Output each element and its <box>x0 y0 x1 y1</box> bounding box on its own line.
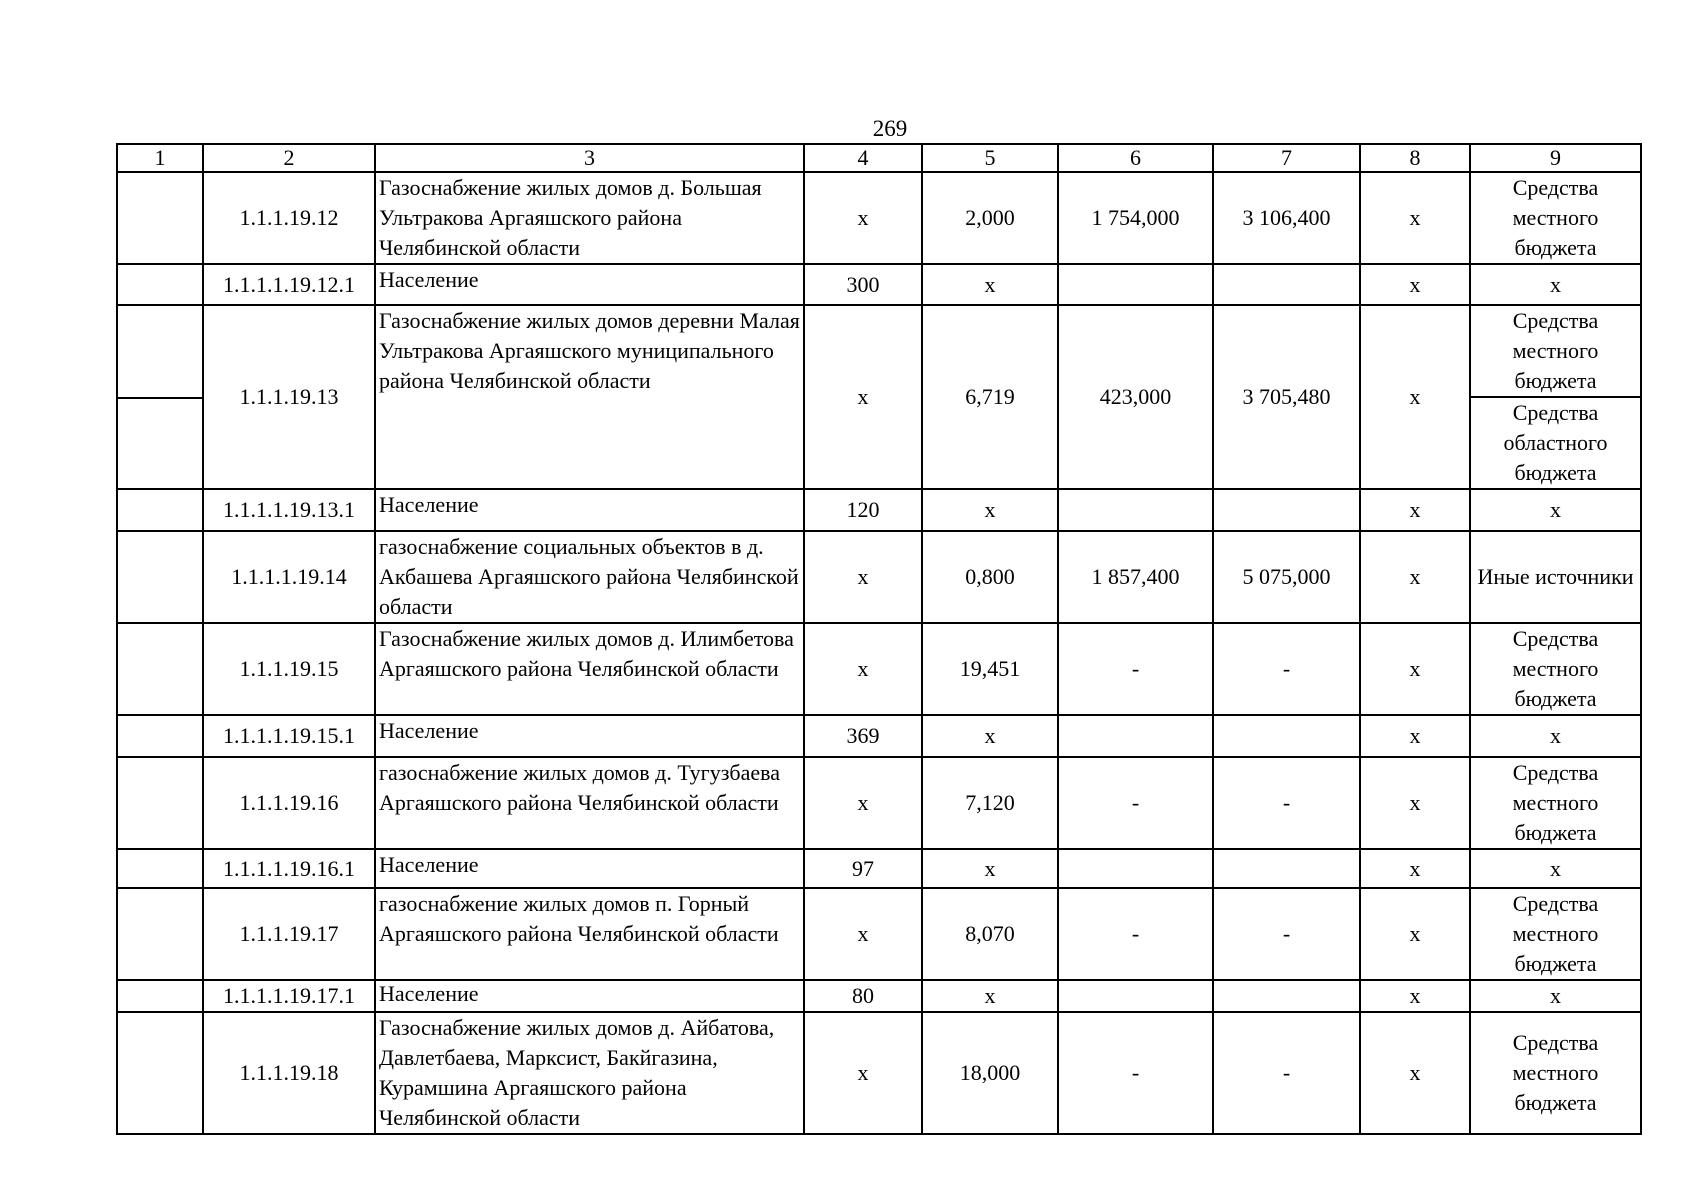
cell-col-1 <box>117 980 203 1012</box>
cell-name: Газоснабжение жилых домов д. Илимбетова Аргаяшского района Челябинской области <box>375 623 804 715</box>
split-divider <box>117 397 203 399</box>
cell-name: газоснабжение жилых домов д. Тугузбаева Аргаяшского района Челябинской области <box>375 757 804 849</box>
cell-col-4: х <box>804 1012 922 1134</box>
cell-col-5: 18,000 <box>922 1012 1058 1134</box>
cell-col-7: - <box>1213 757 1360 849</box>
table-row <box>117 888 1641 980</box>
table-row <box>117 264 1641 305</box>
cell-col-1 <box>117 757 203 849</box>
cell-code: 1.1.1.1.19.12.1 <box>203 264 375 305</box>
cell-name: газоснабжение социальных объектов в д. Акбашева Аргаяшского района Челябинской области <box>375 531 804 623</box>
cell-col-1 <box>117 888 203 980</box>
header-col-3: 3 <box>375 144 804 172</box>
cell-funding-source: Средства местного бюджета <box>1470 172 1641 264</box>
cell-col-6 <box>1058 715 1213 757</box>
cell-col-4: х <box>804 623 922 715</box>
cell-col-8: х <box>1360 980 1470 1012</box>
cell-name: Население <box>375 980 804 1012</box>
cell-code: 1.1.1.1.19.13.1 <box>203 489 375 531</box>
cell-col-8: х <box>1360 757 1470 849</box>
cell-code: 1.1.1.19.18 <box>203 1012 375 1134</box>
header-col-7: 7 <box>1213 144 1360 172</box>
cell-col-5: х <box>922 980 1058 1012</box>
header-col-5: 5 <box>922 144 1058 172</box>
cell-funding-source: х <box>1470 264 1641 305</box>
cell-col-7: - <box>1213 623 1360 715</box>
funding-source-local: Средства местного бюджета <box>1512 308 1599 393</box>
cell-code: 1.1.1.19.15 <box>203 623 375 715</box>
cell-col-1 <box>117 531 203 623</box>
cell-col-8: х <box>1360 849 1470 888</box>
header-col-1: 1 <box>117 144 203 172</box>
cell-name: Газоснабжение жилых домов д. Большая Ультракова Аргаяшского района Челябинской области <box>375 172 804 264</box>
cell-col-4: х <box>804 757 922 849</box>
cell-col-1 <box>117 172 203 264</box>
cell-code: 1.1.1.1.19.17.1 <box>203 980 375 1012</box>
header-col-2: 2 <box>203 144 375 172</box>
cell-col-8: х <box>1360 715 1470 757</box>
cell-col-5: 19,451 <box>922 623 1058 715</box>
cell-code: 1.1.1.1.19.16.1 <box>203 849 375 888</box>
cell-col-6 <box>1058 849 1213 888</box>
cell-funding-source: Средства местного бюджета <box>1470 1012 1641 1134</box>
cell-code: 1.1.1.19.12 <box>203 172 375 264</box>
cell-col-7 <box>1213 980 1360 1012</box>
table-row <box>117 623 1641 715</box>
cell-funding-source: Средства местного бюджета <box>1470 623 1641 715</box>
cell-col-8: х <box>1360 305 1470 489</box>
header-col-8: 8 <box>1360 144 1470 172</box>
cell-name: Газоснабжение жилых домов деревни Малая Ультракова Аргаяшского муниципального района Челябинской области <box>375 305 804 489</box>
cell-col-6: 1 754,000 <box>1058 172 1213 264</box>
cell-col-6 <box>1058 489 1213 531</box>
cell-col-6: - <box>1058 757 1213 849</box>
cell-col-4: 97 <box>804 849 922 888</box>
cell-col-1 <box>117 1012 203 1134</box>
cell-name: Население <box>375 264 804 305</box>
cell-col-8: х <box>1360 888 1470 980</box>
cell-funding-source: х <box>1470 715 1641 757</box>
cell-col-7: - <box>1213 1012 1360 1134</box>
cell-col-6: - <box>1058 888 1213 980</box>
cell-name: Население <box>375 849 804 888</box>
cell-col-4: х <box>804 888 922 980</box>
funding-source-regional: Средства областного бюджета <box>1471 396 1640 488</box>
cell-col-8: х <box>1360 623 1470 715</box>
cell-col-7: - <box>1213 888 1360 980</box>
header-col-9: 9 <box>1470 144 1641 172</box>
cell-col-8: х <box>1360 264 1470 305</box>
cell-funding-source: Средства местного бюджета <box>1470 757 1641 849</box>
cell-col-5: х <box>922 264 1058 305</box>
table-row <box>117 489 1641 531</box>
cell-name: Газоснабжение жилых домов д. Айбатова, Давлетбаева, Марксист, Бакйгазина, Курамшина Аргаяшского района Челябинской области <box>375 1012 804 1134</box>
cell-col-7: 5 075,000 <box>1213 531 1360 623</box>
cell-col-4: 80 <box>804 980 922 1012</box>
table-row <box>117 172 1641 264</box>
cell-col-5: х <box>922 489 1058 531</box>
cell-col-7 <box>1213 849 1360 888</box>
cell-code: 1.1.1.19.16 <box>203 757 375 849</box>
header-col-6: 6 <box>1058 144 1213 172</box>
cell-col-4: 120 <box>804 489 922 531</box>
cell-funding-source: х <box>1470 489 1641 531</box>
cell-funding-source <box>1470 305 1641 489</box>
cell-code: 1.1.1.19.17 <box>203 888 375 980</box>
cell-col-7: 3 705,480 <box>1213 305 1360 489</box>
header-col-4: 4 <box>804 144 922 172</box>
cell-col-8: х <box>1360 1012 1470 1134</box>
cell-code: 1.1.1.1.19.14 <box>203 531 375 623</box>
cell-col-7: 3 106,400 <box>1213 172 1360 264</box>
cell-col-7 <box>1213 489 1360 531</box>
cell-col-4: х <box>804 172 922 264</box>
header-row <box>117 144 1641 172</box>
table-row <box>117 1012 1641 1134</box>
cell-name: Население <box>375 489 804 531</box>
cell-funding-source: х <box>1470 849 1641 888</box>
table-row <box>117 715 1641 757</box>
cell-col-8: х <box>1360 489 1470 531</box>
cell-col-6: - <box>1058 1012 1213 1134</box>
table-row <box>117 980 1641 1012</box>
cell-col-4: х <box>804 531 922 623</box>
cell-col-5: х <box>922 715 1058 757</box>
cell-col-1 <box>117 623 203 715</box>
cell-col-1 <box>117 849 203 888</box>
cell-col-1 <box>117 264 203 305</box>
cell-col-4: х <box>804 305 922 489</box>
cell-col-5: х <box>922 849 1058 888</box>
cell-col-5: 7,120 <box>922 757 1058 849</box>
cell-col-6: 1 857,400 <box>1058 531 1213 623</box>
cell-col-6 <box>1058 264 1213 305</box>
table-row <box>117 849 1641 888</box>
funding-source-split <box>1471 306 1640 488</box>
data-table <box>116 143 1642 1135</box>
cell-col-1 <box>117 489 203 531</box>
cell-col-6: 423,000 <box>1058 305 1213 489</box>
cell-col-7 <box>1213 715 1360 757</box>
cell-col-4: 369 <box>804 715 922 757</box>
cell-col-1 <box>117 305 203 489</box>
page-number: 269 <box>872 116 908 141</box>
cell-col-4: 300 <box>804 264 922 305</box>
cell-name: газоснабжение жилых домов п. Горный Аргаяшского района Челябинской области <box>375 888 804 980</box>
cell-col-5: 0,800 <box>922 531 1058 623</box>
cell-col-8: х <box>1360 531 1470 623</box>
cell-col-7 <box>1213 264 1360 305</box>
cell-col-5: 8,070 <box>922 888 1058 980</box>
table-row <box>117 305 1641 489</box>
cell-name: Население <box>375 715 804 757</box>
cell-code: 1.1.1.1.19.15.1 <box>203 715 375 757</box>
cell-col-1 <box>117 715 203 757</box>
cell-funding-source: Средства местного бюджета <box>1470 888 1641 980</box>
cell-funding-source: х <box>1470 980 1641 1012</box>
cell-col-1-split <box>118 306 202 488</box>
cell-code: 1.1.1.19.13 <box>203 305 375 489</box>
cell-col-5: 6,719 <box>922 305 1058 489</box>
cell-funding-source: Иные источники <box>1470 531 1641 623</box>
table-row <box>117 531 1641 623</box>
cell-col-5: 2,000 <box>922 172 1058 264</box>
cell-col-6 <box>1058 980 1213 1012</box>
cell-col-8: х <box>1360 172 1470 264</box>
table-row <box>117 757 1641 849</box>
cell-col-6: - <box>1058 623 1213 715</box>
